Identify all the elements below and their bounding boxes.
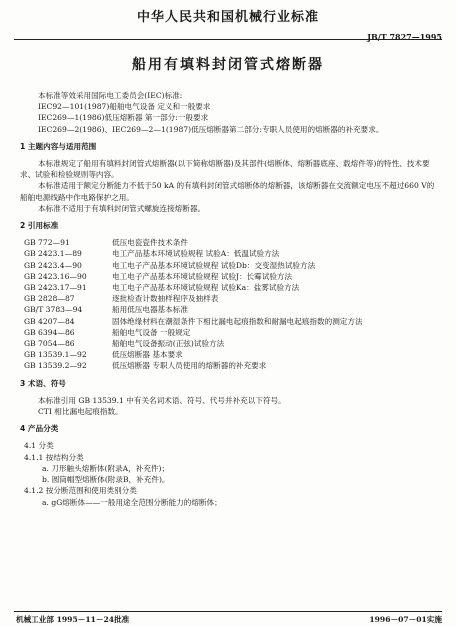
reference-row bbox=[20, 260, 440, 271]
section-heading: 2 引用标准 bbox=[20, 221, 59, 231]
paragraph: 本标准规定了船用有填料封闭管式熔断器(以下简称熔断器)及其部件(熔断体、熔断器底座、载熔件等)的特性、技术要求、试验和检验规则等内容。 bbox=[20, 159, 430, 180]
reference-code: GB 4207—84 bbox=[24, 316, 75, 326]
reference-title: 电工电子产品基本环境试验规程 试验Db：交变湿热试验方法 bbox=[112, 260, 316, 270]
approval-date: 机械工业部 1995－11－24批准 bbox=[16, 615, 130, 624]
paragraph: 本标准适用于额定分断能力不低于50 kA 的有填料封闭管式熔断体的熔断器，该熔断器在交流额定电压不超过660 V的船舶电源线路中作电路保护之用。 bbox=[20, 181, 435, 202]
reference-title: 低压熔断器 基本要求 bbox=[112, 350, 183, 360]
reference-code: GB 2423.16—90 bbox=[24, 271, 87, 281]
intro-line: IEC92—101(1987)船舶电气设备 定义和一般要求 bbox=[38, 102, 211, 112]
classification-item: b. 圆筒帽型熔断体(附录B，补充件)。 bbox=[42, 475, 170, 485]
reference-title: 固体绝缘材料在潮湿条件下相比漏电起痕指数和耐漏电起痕指数的测定方法 bbox=[112, 316, 363, 326]
standard-code: JB/T 7827—1995 bbox=[367, 32, 442, 42]
reference-title: 电工产品基本环境试验规程 试验A：低温试验方法 bbox=[112, 249, 280, 259]
section-heading: 4 产品分类 bbox=[20, 424, 59, 434]
reference-code: GB/T 3783—94 bbox=[24, 305, 83, 315]
issuer-title: 中华人民共和国机械行业标准 bbox=[136, 10, 319, 25]
reference-title: 低压电瓷瓷件技术条件 bbox=[112, 238, 188, 248]
reference-row bbox=[20, 282, 440, 293]
classification-item: a. 刀形触头熔断体(附录A，补充件)； bbox=[42, 463, 170, 473]
reference-row bbox=[20, 248, 440, 259]
intro-line: IEC269—2(1986)、IEC269—2—1(1987)低压熔断器第二部分:专职人员使用的熔断器的补充要求。 bbox=[38, 124, 384, 134]
footer-divider bbox=[14, 611, 442, 612]
reference-code: GB 6394—86 bbox=[24, 327, 75, 337]
reference-code: GB 2423.17—91 bbox=[24, 283, 87, 293]
reference-title: 电工电子产品基本环境试验规程 试验Ka：盐雾试验方法 bbox=[112, 283, 300, 293]
classification-item: 4.1.1 按结构分类 bbox=[24, 452, 84, 462]
reference-title: 逐批检查计数抽样程序及抽样表 bbox=[112, 294, 219, 304]
paragraph: CTI 相比漏电起痕指数。 bbox=[38, 407, 123, 417]
reference-row bbox=[20, 327, 440, 338]
reference-code: GB 2828—87 bbox=[24, 294, 75, 304]
reference-code: GB 13539.2—92 bbox=[24, 361, 87, 371]
reference-row bbox=[20, 271, 440, 282]
reference-code: GB 2423.1—89 bbox=[24, 249, 82, 259]
classification-item: a. gG熔断体——一般用途全范围分断能力的熔断体； bbox=[42, 497, 222, 507]
paragraph: 本标准不适用于有填料封闭管式螺旋连接熔断器。 bbox=[38, 203, 206, 213]
reference-code: GB 7054—86 bbox=[24, 339, 75, 349]
classification-item: 4.1 分类 bbox=[24, 441, 54, 451]
reference-row bbox=[20, 338, 440, 349]
intro-line: 本标准等效采用国际电工委员会(IEC)标准: bbox=[38, 91, 183, 100]
reference-row bbox=[20, 237, 440, 248]
reference-title: 船舶电气设备振动(正弦)试验方法 bbox=[112, 339, 225, 349]
intro-line: IEC269—1(1986)低压熔断器 第一部分:一般要求 bbox=[38, 113, 209, 123]
reference-row bbox=[20, 316, 440, 327]
section-heading: 3 术语、符号 bbox=[20, 378, 66, 388]
header-divider bbox=[14, 39, 442, 40]
reference-row bbox=[20, 293, 440, 304]
reference-row bbox=[20, 360, 440, 371]
reference-code: GB 13539.1—92 bbox=[24, 350, 87, 360]
reference-title: 电工电子产品基本环境试验规程 试验J：长霉试验方法 bbox=[112, 271, 293, 281]
section-heading: 1 主题内容与适用范围 bbox=[20, 141, 97, 151]
reference-row bbox=[20, 349, 440, 360]
document-body bbox=[20, 90, 440, 508]
classification-item: 4.1.2 按分断范围和使用类别分类 bbox=[24, 486, 137, 496]
reference-list bbox=[20, 237, 440, 371]
reference-title: 低压熔断器 专职人员使用的熔断器的补充要求 bbox=[112, 361, 267, 371]
reference-title: 船用低压电器基本标准 bbox=[112, 305, 188, 315]
reference-row bbox=[20, 304, 440, 315]
effective-date: 1996－07－01实施 bbox=[369, 615, 442, 624]
document-title: 船用有填料封闭管式熔断器 bbox=[132, 57, 324, 73]
paragraph: 本标准引用 GB 13539.1 中有关名词术语、符号、代号并补充以下符号。 bbox=[38, 395, 286, 405]
reference-code: GB 772—91 bbox=[24, 238, 70, 248]
standard-header bbox=[0, 6, 456, 42]
reference-title: 船舶电气设备 一般规定 bbox=[112, 327, 191, 337]
reference-code: GB 2423.4—90 bbox=[24, 260, 82, 270]
